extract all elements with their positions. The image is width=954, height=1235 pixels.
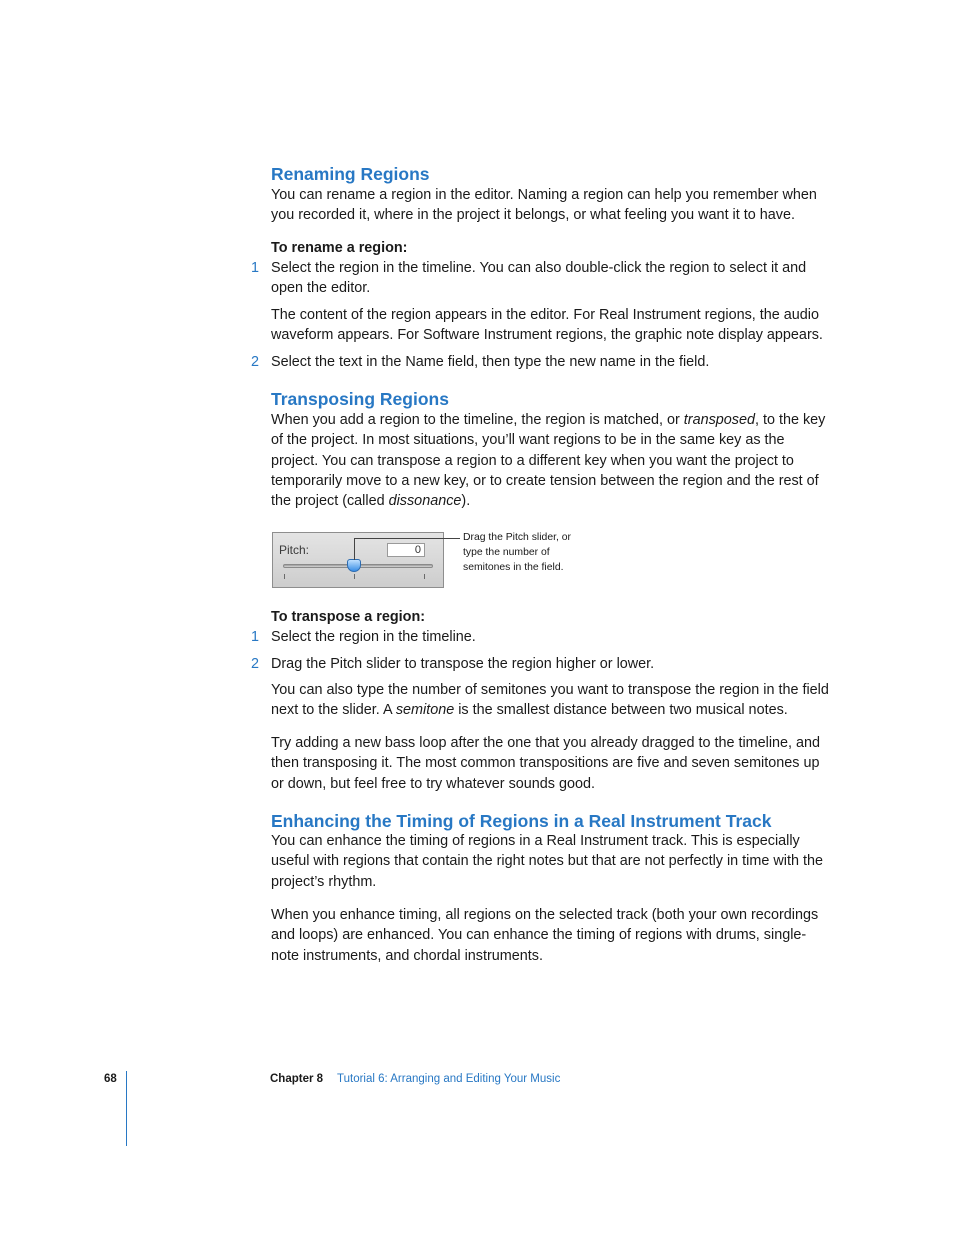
transpose-note: You can also type the number of semitones you want to transpose the region in the field next to the slider. A semitone is the smallest distance between two musical notes. [271,682,829,719]
figure-caption: Drag the Pitch slider, or type the number of semitones in the field. [463,532,571,573]
procedure-title-rename: To rename a region: [271,240,408,256]
footer-rule [126,1071,127,1146]
step-number: 1 [251,260,260,276]
callout-line [354,538,460,539]
page-number: 68 [104,1073,117,1085]
step-text: Drag the Pitch slider to transpose the region higher or lower. [271,656,655,672]
term-transposed: transposed [683,412,755,428]
footer-chapter: Chapter 8 [270,1073,324,1085]
enhancing-paragraph-2: When you enhance timing, all regions on the selected track (both your own recordings and loops) are enhanced. You can enhance the timing of regions with drums, single-note instruments, and chordal instruments. [271,907,819,964]
slider-tick [424,574,425,579]
term-semitone: semitone [395,702,455,719]
term-dissonance: dissonance [388,493,462,510]
step-number: 2 [251,656,260,672]
footer-chapter-title: Tutorial 6: Arranging and Editing Your Music [337,1073,561,1085]
pitch-slider-thumb [347,559,361,572]
procedure-title-transpose: To transpose a region: [271,609,426,625]
pitch-slider-figure [272,532,444,588]
slider-tick [354,574,355,579]
step-number: 1 [251,629,260,645]
step-text: Select the region in the timeline. You can also double-click the region to select it and open the editor. [271,260,807,297]
step-text: Select the text in the Name field, then type the new name in the field. [271,354,710,370]
section-heading-enhancing: Enhancing the Timing of Regions in a Real Instrument Track [271,811,772,831]
step-number: 2 [251,354,260,370]
transpose-tip: Try adding a new bass loop after the one that you already dragged to the timeline, and then transposing it. The most common transpositions are five and seven semitones up or down, but feel free to try whatever sounds good. [271,735,821,792]
section-heading-renaming: Renaming Regions [271,164,430,184]
rename-note: The content of the region appears in the editor. For Real Instrument regions, the audio waveform appears. For Software Instrument regions, the graphic note display appears. [271,307,823,344]
slider-tick [284,574,285,579]
callout-line [354,538,355,560]
section-heading-transposing: Transposing Regions [271,389,449,409]
pitch-label: Pitch: [279,543,310,557]
enhancing-paragraph-1: You can enhance the timing of regions in a Real Instrument track. This is especially useful with regions that contain the right notes but that are not perfectly in time with the project’s rhythm. [271,833,823,890]
renaming-intro: You can rename a region in the editor. Naming a region can help you remember when you recorded it, where in the project it belongs, or what feeling you want it to have. [271,187,817,224]
transposing-intro: When you add a region to the timeline, the region is matched, or transposed, to the key of the project. In most situations, you’ll want regions to be in the same key as the project. You can transpose a region to a different key when you want the project to temporarily move to a new key, or to create tension between the region and the rest of the project (called dissonance). [271,412,826,510]
pitch-value-field: 0 [387,543,425,557]
step-text: Select the region in the timeline. [271,629,476,645]
